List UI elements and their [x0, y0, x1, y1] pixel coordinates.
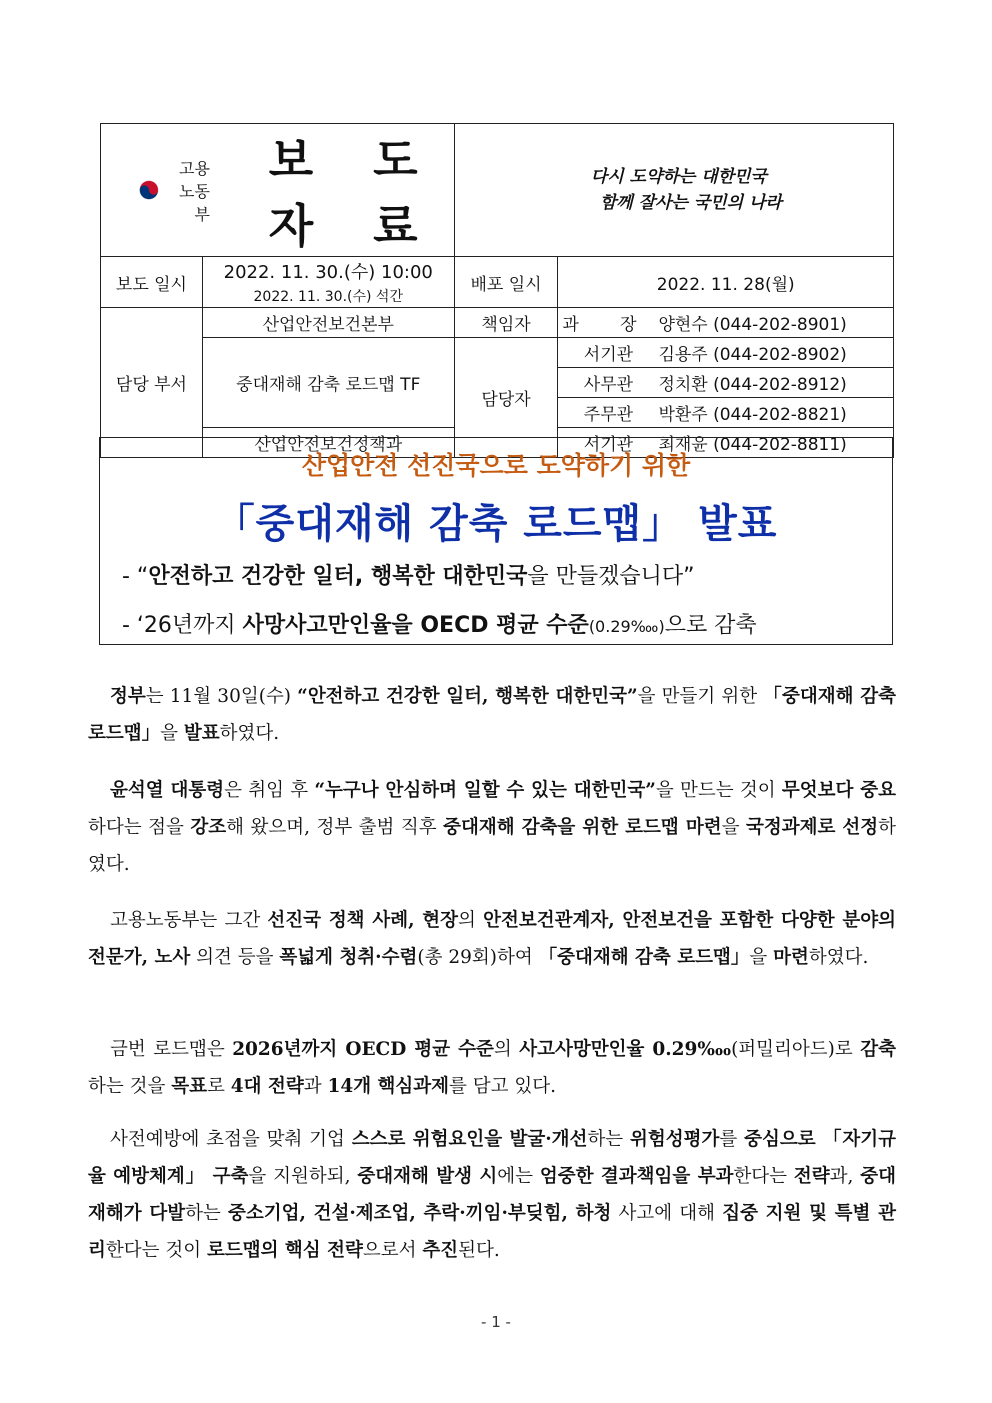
body-text: 하였다. — [808, 947, 869, 968]
bullet-small: (0.29‱) — [588, 617, 665, 636]
emphasis-text: 선진국 정책 사례, 현장 — [267, 910, 459, 931]
release-main: 2022. 11. 30.(수) 10:00 — [223, 262, 433, 283]
body-text: 과, — [829, 1166, 861, 1187]
emphasis-text: 무엇보다 중요 — [781, 780, 896, 801]
staff-label: 담당자 — [454, 338, 558, 458]
contact-role: 주무관 — [583, 405, 634, 425]
emphasis-text: 안전보건관계자, 안전보건을 포함한 다양한 분야의 전문가, 노사 — [88, 910, 896, 968]
body-text: 는 11월 30일(수) — [145, 686, 298, 707]
body-text: 금번 로드맵은 — [110, 1039, 233, 1060]
contact-person: 양현수 (044-202-8901) — [658, 315, 847, 335]
headline-title: 「중대재해 감축 로드맵」 발표 — [214, 501, 778, 547]
body-text: 를 — [719, 1129, 745, 1150]
emphasis-text: 강조 — [190, 817, 227, 838]
body-paragraph-5 — [88, 1121, 896, 1269]
body-text: 의 — [493, 1039, 520, 1060]
contact-row — [558, 368, 894, 398]
body-text: 사전예방에 초점을 맞춰 기업 — [110, 1129, 352, 1150]
body-text: 된다. — [458, 1240, 500, 1261]
bullet-rest: 으로 감축 — [664, 613, 757, 638]
emphasis-text: 감축 — [860, 1039, 896, 1060]
body-text: 은 취임 후 — [224, 780, 315, 801]
slogan-line-2: 함께 잘사는 국민의 나라 — [599, 193, 782, 213]
bullet-bold: 안전하고 건강한 일터, 행복한 대한민국 — [148, 564, 528, 589]
body-paragraph-4 — [88, 1031, 896, 1105]
emphasis-text: 집중 지원 및 특별 관리 — [88, 1203, 896, 1261]
distribution-label: 배포 일시 — [454, 257, 558, 308]
body-text: 한다는 것이 — [105, 1240, 207, 1261]
responsible-label: 책임자 — [454, 308, 558, 338]
dept-1: 산업안전보건본부 — [202, 308, 454, 338]
emphasis-text: 엄중한 결과책임을 부과 — [539, 1166, 734, 1187]
body-text: 로 — [207, 1076, 231, 1097]
emphasis-text: 발표 — [183, 723, 220, 744]
release-label: 보도 일시 — [101, 257, 203, 308]
taegeuk-emblem-icon — [139, 173, 159, 207]
emphasis-text: 전략 — [793, 1166, 830, 1187]
page-number: - 1 - — [481, 1313, 511, 1331]
contact-row — [558, 338, 894, 368]
dept-label: 담당 부서 — [101, 308, 203, 458]
release-sub: 2022. 11. 30.(수) 석간 — [253, 289, 403, 305]
contact-role: 과 장 — [562, 315, 655, 335]
emphasis-text: 위험성평가 — [630, 1129, 720, 1150]
body-text: 하는 — [185, 1203, 228, 1224]
bullet-rest: 을 만들겠습니다” — [527, 564, 695, 589]
emphasis-text: 윤석열 대통령 — [110, 780, 225, 801]
distribution-date: 2022. 11. 28(월) — [558, 257, 894, 308]
press-release-header-table — [100, 123, 894, 458]
slogan-line-1: 다시 도약하는 대한민국 — [590, 167, 767, 187]
body-text: 을 지원하되, — [248, 1166, 358, 1187]
emphasis-text: 중대재해가 다발 — [88, 1166, 897, 1224]
release-datetime — [202, 257, 454, 308]
contact-person: 정치환 (044-202-8912) — [658, 375, 847, 395]
body-text: 으로서 — [362, 1240, 423, 1261]
emphasis-text: 「중대재해 감축 로드맵」 — [538, 947, 750, 968]
headline-subtitle: 산업안전 선진국으로 도약하기 위한 — [301, 451, 691, 480]
body-text: 하다는 점을 — [88, 817, 191, 838]
body-text: 해 왔으며, 정부 출범 직후 — [226, 817, 444, 838]
emphasis-text: “누구나 안심하며 일할 수 있는 대한민국” — [314, 780, 656, 801]
emphasis-text: 정부 — [110, 686, 146, 707]
emphasis-text: 중대재해 발생 시 — [357, 1166, 498, 1187]
emphasis-text: 2026년까지 OECD 평균 수준 — [232, 1039, 494, 1060]
ministry-name: 고용노동부 — [179, 158, 210, 224]
body-text: 하였다. — [88, 817, 896, 875]
body-text: 을 만들기 위한 — [637, 686, 764, 707]
headline-bullet-1 — [122, 559, 695, 590]
contact-row — [558, 308, 894, 338]
body-text: (총 29회)하여 — [417, 947, 539, 968]
body-text: 사고에 대해 — [611, 1203, 723, 1224]
headline-bullet-2 — [122, 608, 757, 639]
page-title: 보 도 자 료 — [268, 133, 440, 253]
body-text: 에는 — [497, 1166, 540, 1187]
body-text: 을 — [160, 723, 184, 744]
emphasis-text: “안전하고 건강한 일터, 행복한 대한민국” — [297, 686, 638, 707]
emphasis-text: 「중대재해 감축 로드맵」 — [88, 686, 896, 744]
emphasis-text: 4대 전략 — [230, 1076, 304, 1097]
body-text: 과 — [303, 1076, 328, 1097]
body-text: 고용노동부는 그간 — [110, 910, 268, 931]
body-text: (퍼밀리아드)로 — [731, 1039, 861, 1060]
emphasis-text: 로드맵의 핵심 전략 — [207, 1240, 363, 1261]
emphasis-text: 사고사망만인율 0.29‱ — [519, 1039, 732, 1060]
body-text: 의 — [458, 910, 484, 931]
body-text: 을 — [721, 817, 746, 838]
contact-person: 김용주 (044-202-8902) — [658, 345, 847, 365]
emphasis-text: 중대재해 감축을 위한 로드맵 마련 — [443, 817, 722, 838]
contact-role: 서기관 — [583, 435, 634, 455]
government-slogan — [454, 124, 893, 257]
contact-person: 박환주 (044-202-8821) — [658, 405, 847, 425]
emphasis-text: 마련 — [773, 947, 809, 968]
contact-row — [558, 398, 894, 428]
body-paragraph-1 — [88, 678, 896, 752]
body-text: 하는 것을 — [88, 1076, 172, 1097]
emphasis-text: 폭넓게 청취·수렴 — [279, 947, 418, 968]
ministry-logo — [139, 156, 210, 225]
body-paragraph-3 — [88, 902, 896, 976]
contact-role: 서기관 — [583, 345, 634, 365]
bullet-bold: 사망사고만인율을 OECD 평균 수준 — [242, 613, 589, 638]
body-text: 하는 — [587, 1129, 631, 1150]
emphasis-text: 중소기업, 건설·제조업, 추락·끼임·부딪힘, 하청 — [227, 1203, 612, 1224]
emphasis-text: 추진 — [422, 1240, 459, 1261]
dept-2: 중대재해 감축 로드맵 TF — [202, 338, 454, 428]
emphasis-text: 14개 핵심과제 — [327, 1076, 450, 1097]
body-text: 를 담고 있다. — [449, 1076, 557, 1097]
body-text: 하였다. — [219, 723, 280, 744]
logo-cell — [101, 124, 455, 257]
contact-role: 사무관 — [583, 375, 634, 395]
body-paragraph-2 — [88, 772, 896, 883]
body-text: 한다는 — [733, 1166, 794, 1187]
emphasis-text: 스스로 위험요인을 발굴·개선 — [351, 1129, 588, 1150]
contact-person: 최재윤 (044-202-8811) — [658, 435, 847, 455]
dept-3: 산업안전보건정책과 — [202, 428, 454, 458]
emphasis-text: 중심으로 「자기규율 예방체계」 구축 — [88, 1129, 897, 1187]
body-text: 의견 등을 — [190, 947, 280, 968]
bullet-prefix: - ‘26년까지 — [122, 613, 243, 638]
headline-box — [99, 437, 893, 645]
body-text: 을 만드는 것이 — [655, 780, 782, 801]
emphasis-text: 국정과제로 선정 — [745, 817, 879, 838]
bullet-prefix: - “ — [122, 564, 149, 589]
body-text: 을 — [749, 947, 774, 968]
emphasis-text: 목표 — [171, 1076, 207, 1097]
